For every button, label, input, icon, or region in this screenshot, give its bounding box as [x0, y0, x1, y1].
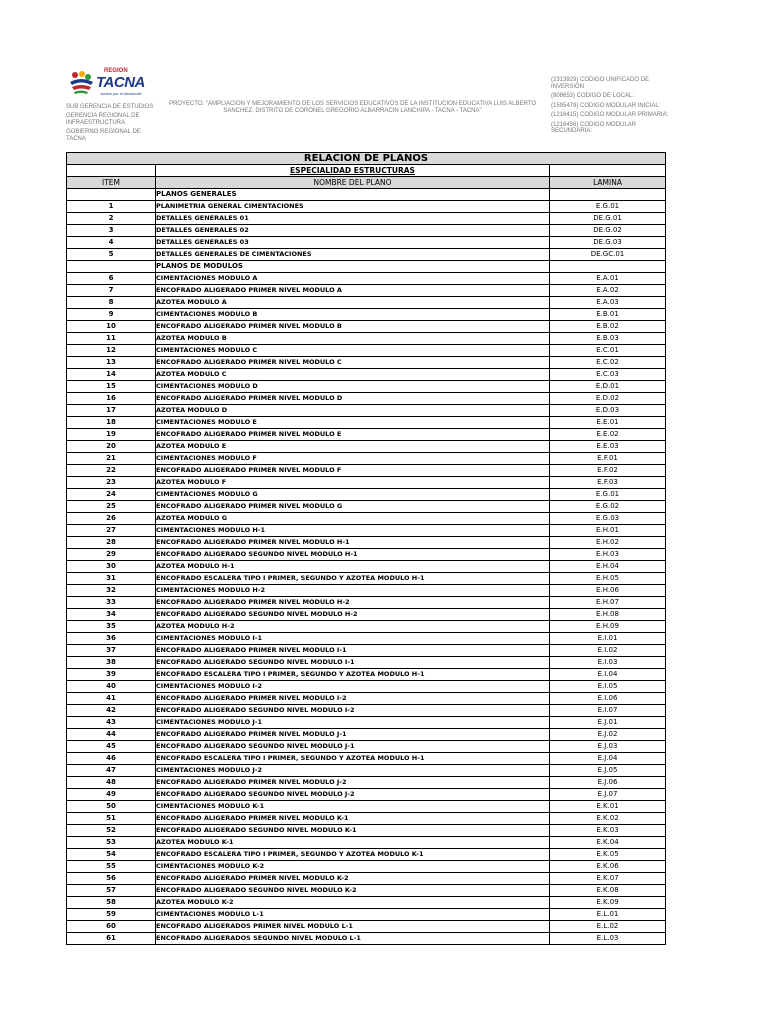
- name-cell: ENCOFRADO ALIGERADO SEGUNDO NIVEL MODULO K-1: [156, 825, 550, 837]
- name-cell: CIMENTACIONES MODULO J-1: [156, 717, 550, 729]
- item-cell: 30: [67, 561, 156, 573]
- tacna-logo: [66, 68, 156, 98]
- code-line: (808653) CODIGO DE LOCAL:: [551, 93, 635, 99]
- specialty-label: ESPECIALIDAD ESTRUCTURAS: [156, 165, 550, 177]
- lamina-cell: E.H.02: [550, 537, 666, 549]
- lamina-cell: E.L.03: [550, 933, 666, 945]
- name-cell: CIMENTACIONES MODULO G: [156, 489, 550, 501]
- lamina-cell: E.G.01: [550, 489, 666, 501]
- item-cell: 10: [67, 321, 156, 333]
- name-cell: ENCOFRADO ESCALERA TIPO I PRIMER, SEGUNDO Y AZOTEA MODULO H-1: [156, 753, 550, 765]
- table-row: [67, 309, 666, 321]
- lamina-cell: E.H.04: [550, 561, 666, 573]
- lamina-cell: E.H.03: [550, 549, 666, 561]
- item-cell: 61: [67, 933, 156, 945]
- table-row: [67, 825, 666, 837]
- lamina-cell: E.A.02: [550, 285, 666, 297]
- item-cell: 46: [67, 753, 156, 765]
- name-cell: ENCOFRADO ALIGERADO PRIMER NIVEL MODULO J-1: [156, 729, 550, 741]
- item-cell: 27: [67, 525, 156, 537]
- table-row: [67, 393, 666, 405]
- item-cell: 18: [67, 417, 156, 429]
- lamina-cell: E.I.05: [550, 681, 666, 693]
- table-row: [67, 633, 666, 645]
- name-cell: ENCOFRADO ALIGERADO SEGUNDO NIVEL MODULO J-1: [156, 741, 550, 753]
- item-cell: 22: [67, 465, 156, 477]
- lamina-cell: E.K.06: [550, 861, 666, 873]
- code-info: [551, 77, 671, 138]
- name-cell: AZOTEA MODULO K-2: [156, 897, 550, 909]
- lamina-cell: E.H.08: [550, 609, 666, 621]
- section-row: [67, 261, 666, 273]
- lamina-cell: E.K.03: [550, 825, 666, 837]
- table-row: [67, 465, 666, 477]
- name-cell: ENCOFRADO ALIGERADO PRIMER NIVEL MODULO K-1: [156, 813, 550, 825]
- lamina-cell: E.H.01: [550, 525, 666, 537]
- code-line: (1595479) CODIGO MODULAR INICIAL:: [551, 102, 661, 109]
- name-cell: ENCOFRADO ESCALERA TIPO I PRIMER, SEGUNDO Y AZOTEA MODULO K-1: [156, 849, 550, 861]
- name-cell: AZOTEA MODULO H-2: [156, 621, 550, 633]
- name-cell: ENCOFRADO ALIGERADO PRIMER NIVEL MODULO I-2: [156, 693, 550, 705]
- name-cell: ENCOFRADO ALIGERADO SEGUNDO NIVEL MODULO I-1: [156, 657, 550, 669]
- lamina-cell: E.K.02: [550, 813, 666, 825]
- name-cell: CIMENTACIONES MODULO H-1: [156, 525, 550, 537]
- name-cell: CIMENTACIONES MODULO C: [156, 345, 550, 357]
- item-cell: 57: [67, 885, 156, 897]
- item-cell: 35: [67, 621, 156, 633]
- item-cell: 16: [67, 393, 156, 405]
- name-cell: ENCOFRADO ALIGERADO PRIMER NIVEL MODULO F: [156, 465, 550, 477]
- table-row: [67, 201, 666, 213]
- item-cell: 52: [67, 825, 156, 837]
- table-row: [67, 681, 666, 693]
- name-cell: AZOTEA MODULO A: [156, 297, 550, 309]
- table-row: [67, 513, 666, 525]
- name-cell: ENCOFRADO ALIGERADO SEGUNDO NIVEL MODULO H-2: [156, 609, 550, 621]
- name-cell: ENCOFRADO ALIGERADO PRIMER NIVEL MODULO H-1: [156, 537, 550, 549]
- table-row: [67, 801, 666, 813]
- lamina-cell: E.K.07: [550, 873, 666, 885]
- table-title: RELACION DE PLANOS: [67, 153, 666, 165]
- lamina-cell: E.J.06: [550, 777, 666, 789]
- item-cell: 51: [67, 813, 156, 825]
- table-row: [67, 693, 666, 705]
- table-row: [67, 645, 666, 657]
- table-row: [67, 345, 666, 357]
- lamina-cell: E.F.03: [550, 477, 666, 489]
- table-row: [67, 753, 666, 765]
- name-cell: ENCOFRADO ALIGERADO SEGUNDO NIVEL MODULO I-2: [156, 705, 550, 717]
- lamina-cell: E.B.02: [550, 321, 666, 333]
- name-cell: ENCOFRADO ALIGERADO PRIMER NIVEL MODULO K-2: [156, 873, 550, 885]
- org-line: SUB GERENCIA DE ESTUDIOS: [66, 104, 154, 110]
- item-cell: 48: [67, 777, 156, 789]
- name-cell: AZOTEA MODULO F: [156, 477, 550, 489]
- lamina-cell: E.I.02: [550, 645, 666, 657]
- name-cell: CIMENTACIONES MODULO I-2: [156, 681, 550, 693]
- name-cell: ENCOFRADO ALIGERADO PRIMER NIVEL MODULO D: [156, 393, 550, 405]
- lamina-cell: E.J.07: [550, 789, 666, 801]
- table-row: [67, 909, 666, 921]
- item-cell: 38: [67, 657, 156, 669]
- item-cell: 55: [67, 861, 156, 873]
- item-cell: 44: [67, 729, 156, 741]
- name-cell: AZOTEA MODULO C: [156, 369, 550, 381]
- lamina-cell: DE.G.03: [550, 237, 666, 249]
- name-cell: DETALLES GENERALES 03: [156, 237, 550, 249]
- project-title: PROYECTO: "AMPLIACION Y MEJORAMIENTO DE LOS SERVICIOS EDUCATIVOS DE LA INSTITUCION EDUCATIVA LUIS ALBERTO SANCHEZ, DISTRITO DE CORONEL GREGORIO ALBARRACIN LANCHIPA - TACNA - TACNA": [168, 101, 537, 114]
- table-row: [67, 885, 666, 897]
- code-line: (1216415) CODIGO MODULAR PRIMARIA:: [551, 112, 669, 118]
- item-cell: 33: [67, 597, 156, 609]
- org-line: GERENCIA REGIONAL DE INFRAESTRUCTURA: [66, 113, 140, 126]
- item-cell: 49: [67, 789, 156, 801]
- lamina-cell: E.H.09: [550, 621, 666, 633]
- item-cell: 12: [67, 345, 156, 357]
- item-cell: 2: [67, 213, 156, 225]
- table-row: [67, 537, 666, 549]
- item-cell: 43: [67, 717, 156, 729]
- table-row: [67, 921, 666, 933]
- item-cell: 47: [67, 765, 156, 777]
- table-row: [67, 621, 666, 633]
- item-cell: 53: [67, 837, 156, 849]
- table-title-row: [67, 153, 666, 165]
- name-cell: CIMENTACIONES MODULO E: [156, 417, 550, 429]
- lamina-cell: E.J.05: [550, 765, 666, 777]
- table-row: [67, 861, 666, 873]
- lamina-cell: E.I.01: [550, 633, 666, 645]
- table-row: [67, 525, 666, 537]
- table-row: [67, 573, 666, 585]
- table-row: [67, 813, 666, 825]
- lamina-cell: E.J.01: [550, 717, 666, 729]
- item-cell: 5: [67, 249, 156, 261]
- name-cell: ENCOFRADO ALIGERADO SEGUNDO NIVEL MODULO J-2: [156, 789, 550, 801]
- name-cell: CIMENTACIONES MODULO D: [156, 381, 550, 393]
- lamina-cell: E.L.01: [550, 909, 666, 921]
- org-line: GOBIERNO REGIONAL DE TACNA: [66, 129, 141, 142]
- item-cell: 56: [67, 873, 156, 885]
- lamina-cell: E.K.04: [550, 837, 666, 849]
- item-cell: 21: [67, 453, 156, 465]
- lamina-cell: E.B.03: [550, 333, 666, 345]
- item-cell: 15: [67, 381, 156, 393]
- item-cell: 3: [67, 225, 156, 237]
- item-cell: 50: [67, 801, 156, 813]
- item-cell: 24: [67, 489, 156, 501]
- name-cell: CIMENTACIONES MODULO I-1: [156, 633, 550, 645]
- table-row: [67, 441, 666, 453]
- item-cell: 32: [67, 585, 156, 597]
- lamina-cell: DE.G.01: [550, 213, 666, 225]
- region-emblem-icon: [66, 70, 96, 96]
- name-cell: ENCOFRADO ALIGERADO PRIMER NIVEL MODULO J-2: [156, 777, 550, 789]
- name-cell: PLANIMETRIA GENERAL CIMENTACIONES: [156, 201, 550, 213]
- lamina-cell: E.K.09: [550, 897, 666, 909]
- name-cell: ENCOFRADO ALIGERADOS SEGUNDO NIVEL MODULO L-1: [156, 933, 550, 945]
- logo-region-text: REGION: [104, 68, 128, 74]
- table-row: [67, 297, 666, 309]
- item-cell: 13: [67, 357, 156, 369]
- item-cell: [67, 261, 156, 273]
- table-row: [67, 789, 666, 801]
- name-cell: CIMENTACIONES MODULO F: [156, 453, 550, 465]
- item-cell: 34: [67, 609, 156, 621]
- table-row: [67, 237, 666, 249]
- lamina-cell: E.G.02: [550, 501, 666, 513]
- lamina-cell: E.D.03: [550, 405, 666, 417]
- lamina-cell: E.I.03: [550, 657, 666, 669]
- lamina-cell: E.I.06: [550, 693, 666, 705]
- header-item: ITEM: [67, 177, 156, 189]
- name-cell: PLANOS DE MODULOS: [156, 261, 550, 273]
- lamina-cell: E.G.03: [550, 513, 666, 525]
- item-cell: 6: [67, 273, 156, 285]
- table-row: [67, 405, 666, 417]
- table-row: [67, 225, 666, 237]
- lamina-cell: E.K.05: [550, 849, 666, 861]
- table-row: [67, 669, 666, 681]
- name-cell: ENCOFRADO ESCALERA TIPO I PRIMER, SEGUNDO Y AZOTEA MODULO H-1: [156, 573, 550, 585]
- table-row: [67, 609, 666, 621]
- name-cell: CIMENTACIONES MODULO B: [156, 309, 550, 321]
- item-cell: 26: [67, 513, 156, 525]
- item-cell: 42: [67, 705, 156, 717]
- table-header-row: [67, 177, 666, 189]
- table-row: [67, 489, 666, 501]
- lamina-cell: E.A.03: [550, 297, 666, 309]
- name-cell: CIMENTACIONES MODULO A: [156, 273, 550, 285]
- name-cell: ENCOFRADO ALIGERADO SEGUNDO NIVEL MODULO K-2: [156, 885, 550, 897]
- item-cell: 1: [67, 201, 156, 213]
- lamina-cell: E.B.01: [550, 309, 666, 321]
- table-row: [67, 741, 666, 753]
- table-row: [67, 849, 666, 861]
- lamina-cell: E.A.01: [550, 273, 666, 285]
- name-cell: CIMENTACIONES MODULO L-1: [156, 909, 550, 921]
- item-cell: 29: [67, 549, 156, 561]
- table-row: [67, 765, 666, 777]
- item-cell: 28: [67, 537, 156, 549]
- lamina-cell: E.E.03: [550, 441, 666, 453]
- item-cell: 37: [67, 645, 156, 657]
- table-row: [67, 453, 666, 465]
- table-row: [67, 897, 666, 909]
- item-cell: 25: [67, 501, 156, 513]
- lamina-cell: DE.G.02: [550, 225, 666, 237]
- table-row: [67, 657, 666, 669]
- name-cell: DETALLES GENERALES DE CIMENTACIONES: [156, 249, 550, 261]
- item-cell: 36: [67, 633, 156, 645]
- table-row: [67, 933, 666, 945]
- table-row: [67, 837, 666, 849]
- name-cell: CIMENTACIONES MODULO K-2: [156, 861, 550, 873]
- lamina-cell: E.F.02: [550, 465, 666, 477]
- table-row: [67, 717, 666, 729]
- header-lamina: LAMINA: [550, 177, 666, 189]
- header-name: NOMBRE DEL PLANO: [156, 177, 550, 189]
- code-line: (1216456) CODIGO MODULAR SECUNDARIA:: [551, 121, 637, 134]
- lamina-cell: E.E.01: [550, 417, 666, 429]
- table-row: [67, 597, 666, 609]
- name-cell: AZOTEA MODULO B: [156, 333, 550, 345]
- table-row: [67, 321, 666, 333]
- item-cell: 17: [67, 405, 156, 417]
- table-row: [67, 501, 666, 513]
- name-cell: ENCOFRADO ALIGERADO SEGUNDO NIVEL MODULO H-1: [156, 549, 550, 561]
- table-row: [67, 417, 666, 429]
- lamina-cell: E.K.08: [550, 885, 666, 897]
- section-row: [67, 189, 666, 201]
- table-row: [67, 477, 666, 489]
- code-line: (2313929) CODIGO UNIFICADO DE INVERSIÓN: [551, 77, 650, 90]
- item-cell: 14: [67, 369, 156, 381]
- name-cell: ENCOFRADO ALIGERADO PRIMER NIVEL MODULO G: [156, 501, 550, 513]
- item-cell: 45: [67, 741, 156, 753]
- lamina-cell: E.L.02: [550, 921, 666, 933]
- lamina-cell: E.J.03: [550, 741, 666, 753]
- lamina-cell: E.J.04: [550, 753, 666, 765]
- table-row: [67, 777, 666, 789]
- logo-name-text: TACNA: [96, 74, 145, 91]
- table-row: [67, 585, 666, 597]
- name-cell: AZOTEA MODULO D: [156, 405, 550, 417]
- item-cell: 23: [67, 477, 156, 489]
- lamina-cell: [550, 189, 666, 201]
- item-cell: 31: [67, 573, 156, 585]
- name-cell: PLANOS GENERALES: [156, 189, 550, 201]
- name-cell: AZOTEA MODULO H-1: [156, 561, 550, 573]
- item-cell: 4: [67, 237, 156, 249]
- item-cell: 19: [67, 429, 156, 441]
- item-cell: 41: [67, 693, 156, 705]
- lamina-cell: E.E.02: [550, 429, 666, 441]
- lamina-cell: E.F.01: [550, 453, 666, 465]
- name-cell: AZOTEA MODULO G: [156, 513, 550, 525]
- name-cell: DETALLES GENERALES 01: [156, 213, 550, 225]
- table-row: [67, 729, 666, 741]
- table-row: [67, 381, 666, 393]
- name-cell: AZOTEA MODULO E: [156, 441, 550, 453]
- organization-info: [66, 104, 156, 145]
- name-cell: ENCOFRADO ALIGERADO PRIMER NIVEL MODULO H-2: [156, 597, 550, 609]
- item-cell: 9: [67, 309, 156, 321]
- table-row: [67, 357, 666, 369]
- lamina-cell: E.D.02: [550, 393, 666, 405]
- lamina-cell: [550, 261, 666, 273]
- table-row: [67, 285, 666, 297]
- name-cell: ENCOFRADO ALIGERADO PRIMER NIVEL MODULO C: [156, 357, 550, 369]
- lamina-cell: E.J.02: [550, 729, 666, 741]
- item-cell: 7: [67, 285, 156, 297]
- item-cell: 54: [67, 849, 156, 861]
- lamina-cell: E.K.01: [550, 801, 666, 813]
- table-row: [67, 549, 666, 561]
- table-row: [67, 705, 666, 717]
- name-cell: ENCOFRADO ALIGERADO PRIMER NIVEL MODULO A: [156, 285, 550, 297]
- table-row: [67, 429, 666, 441]
- item-cell: 20: [67, 441, 156, 453]
- table-row: [67, 873, 666, 885]
- name-cell: ENCOFRADO ALIGERADO PRIMER NIVEL MODULO I-1: [156, 645, 550, 657]
- name-cell: ENCOFRADO ALIGERADO PRIMER NIVEL MODULO E: [156, 429, 550, 441]
- item-cell: 60: [67, 921, 156, 933]
- name-cell: CIMENTACIONES MODULO J-2: [156, 765, 550, 777]
- plans-table: [66, 152, 666, 945]
- name-cell: ENCOFRADO ESCALERA TIPO I PRIMER, SEGUNDO Y AZOTEA MODULO H-1: [156, 669, 550, 681]
- item-cell: 58: [67, 897, 156, 909]
- table-row: [67, 333, 666, 345]
- lamina-cell: E.I.04: [550, 669, 666, 681]
- lamina-cell: E.G.01: [550, 201, 666, 213]
- table-row: [67, 249, 666, 261]
- table-row: [67, 273, 666, 285]
- item-cell: 40: [67, 681, 156, 693]
- name-cell: AZOTEA MODULO K-1: [156, 837, 550, 849]
- lamina-cell: E.H.07: [550, 597, 666, 609]
- table-row: [67, 369, 666, 381]
- table-row: [67, 213, 666, 225]
- table-row: [67, 561, 666, 573]
- name-cell: CIMENTACIONES MODULO K-1: [156, 801, 550, 813]
- lamina-cell: E.H.05: [550, 573, 666, 585]
- specialty-row: [67, 165, 666, 177]
- lamina-cell: DE.GC.01: [550, 249, 666, 261]
- name-cell: ENCOFRADO ALIGERADOS PRIMER NIVEL MODULO L-1: [156, 921, 550, 933]
- name-cell: DETALLES GENERALES 02: [156, 225, 550, 237]
- item-cell: [67, 189, 156, 201]
- lamina-cell: E.I.07: [550, 705, 666, 717]
- lamina-cell: E.D.01: [550, 381, 666, 393]
- lamina-cell: E.C.03: [550, 369, 666, 381]
- item-cell: 11: [67, 333, 156, 345]
- name-cell: ENCOFRADO ALIGERADO PRIMER NIVEL MODULO B: [156, 321, 550, 333]
- logo-tagline: Juntos por el desarrollo: [100, 91, 142, 96]
- item-cell: 59: [67, 909, 156, 921]
- item-cell: 39: [67, 669, 156, 681]
- lamina-cell: E.H.06: [550, 585, 666, 597]
- name-cell: CIMENTACIONES MODULO H-2: [156, 585, 550, 597]
- lamina-cell: E.C.02: [550, 357, 666, 369]
- item-cell: 8: [67, 297, 156, 309]
- lamina-cell: E.C.01: [550, 345, 666, 357]
